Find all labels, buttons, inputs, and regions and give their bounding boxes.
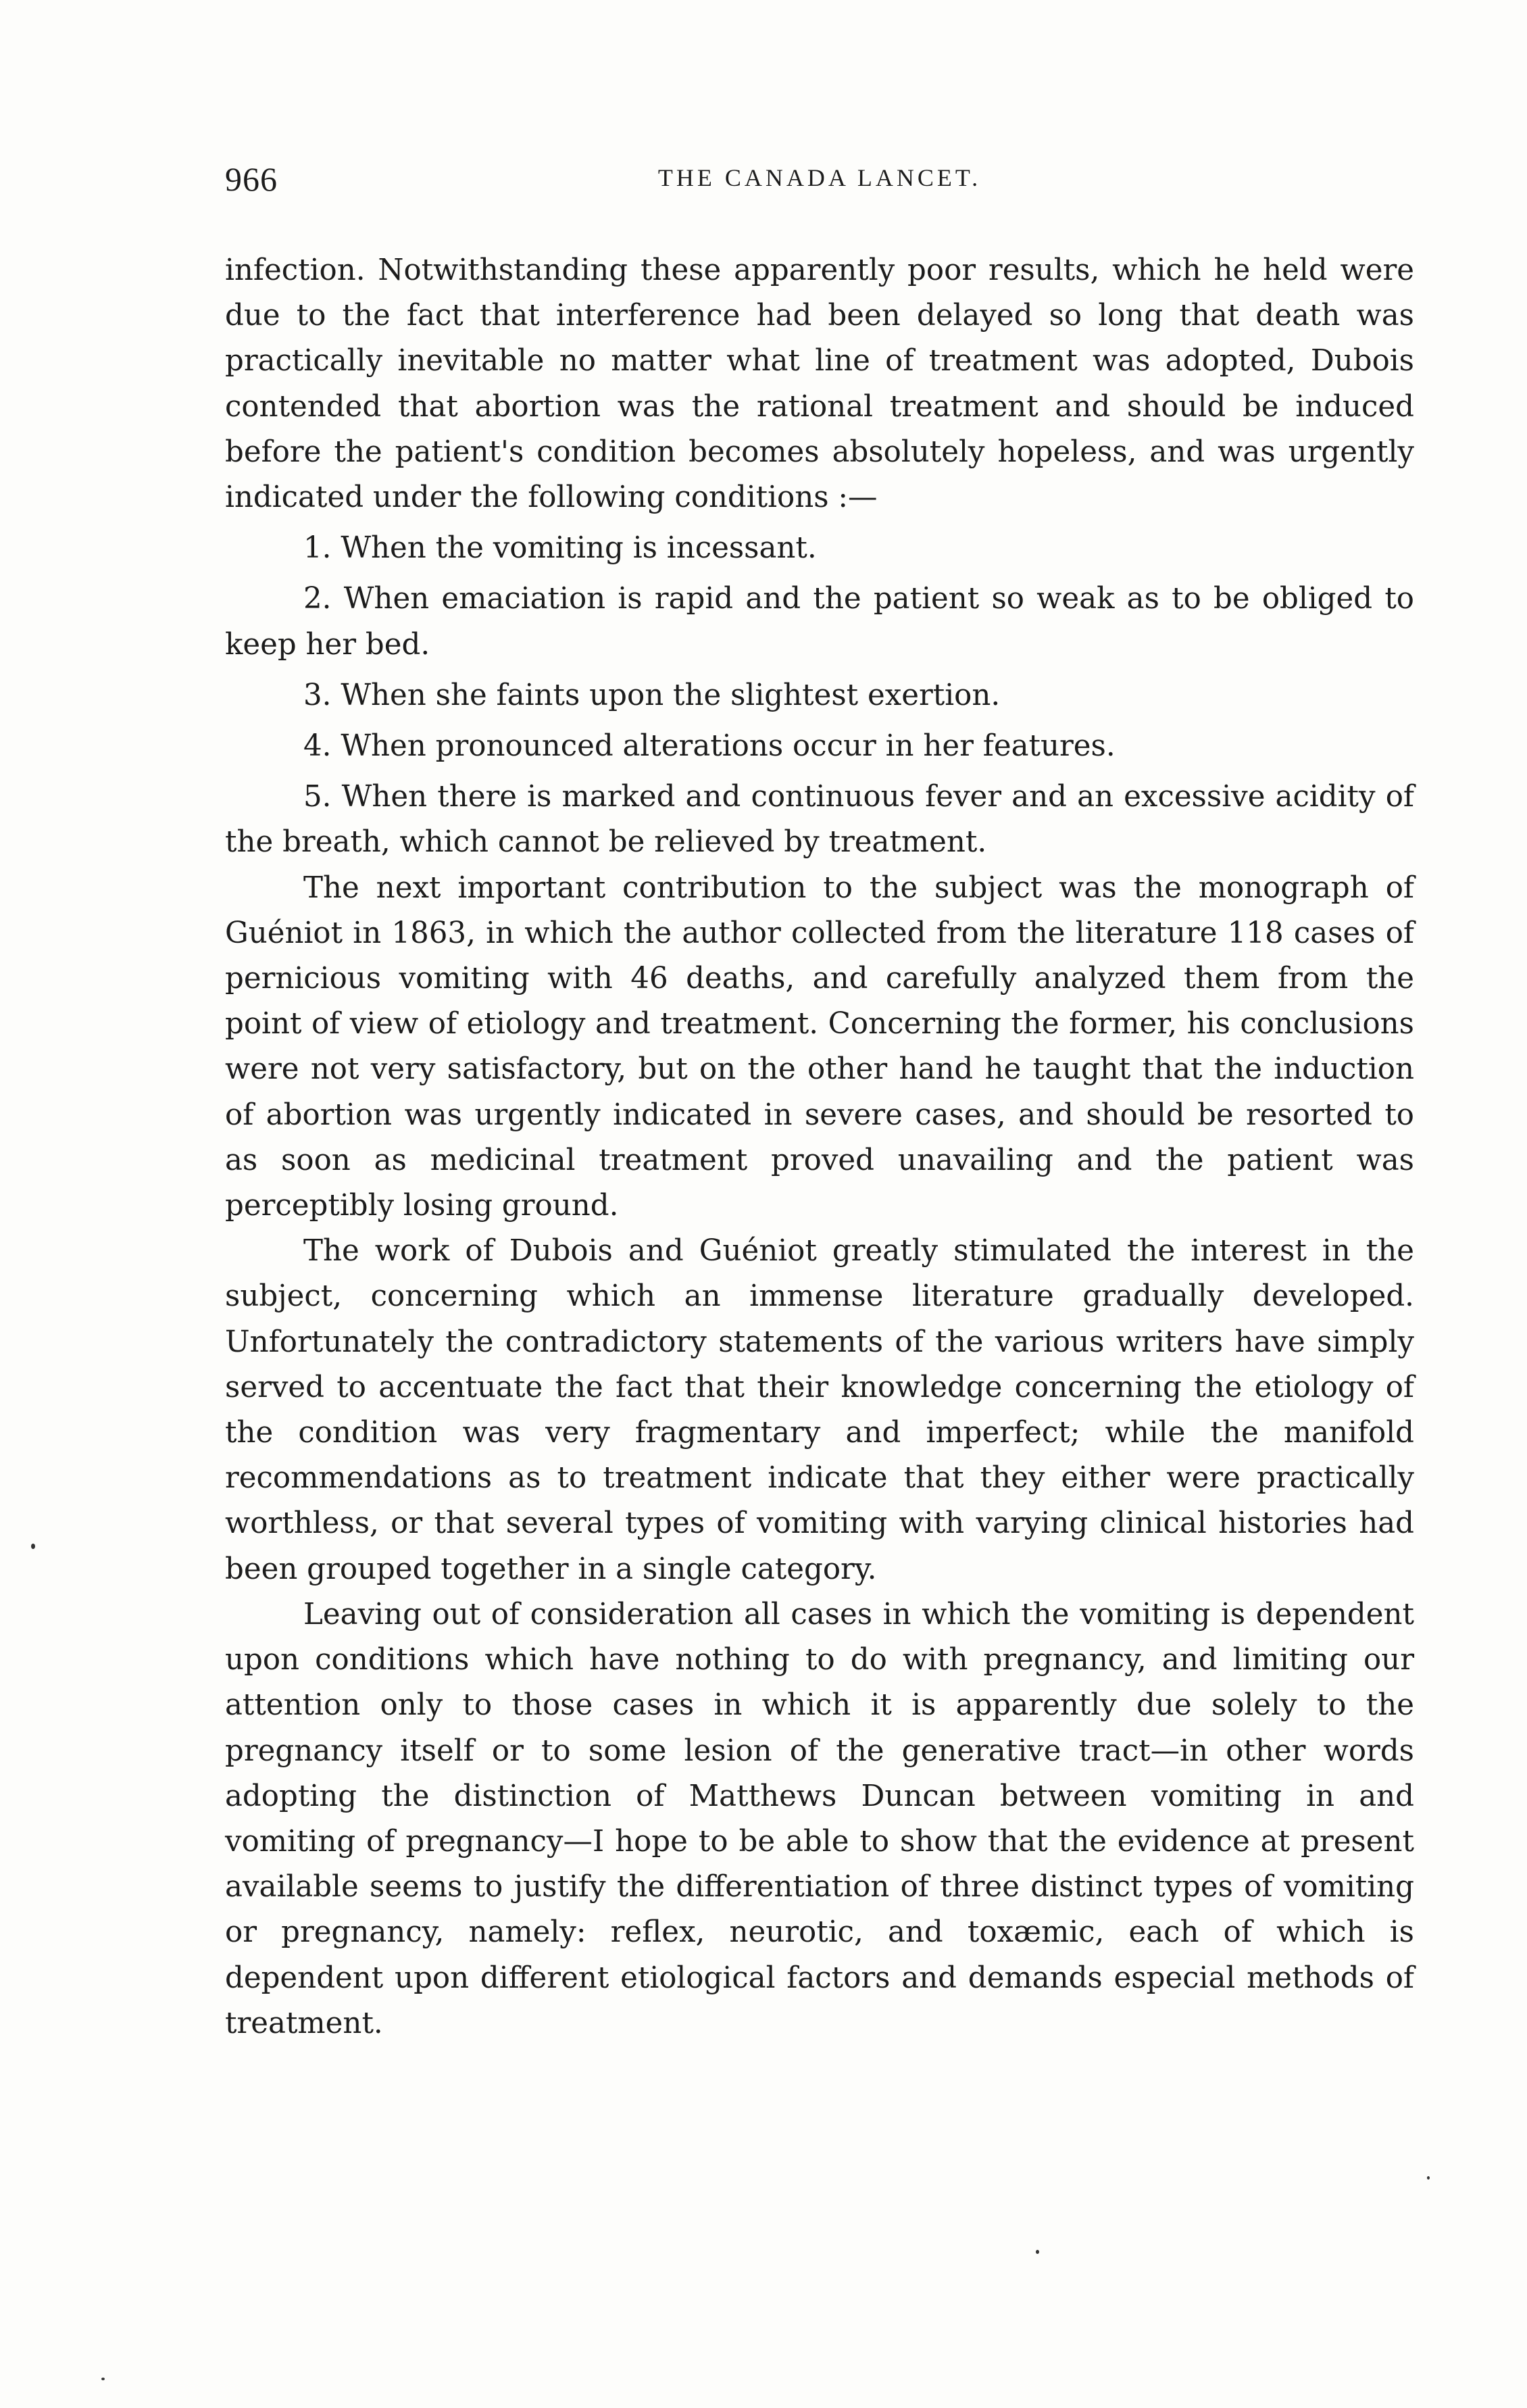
paragraph-dubois-conclusion: infection. Notwithstanding these apparently poor results, which he held were due to the fact that interference had been delayed so long that death was practically inevitable no matter what line of treatment was adopted, Dubois contended that abortion was the rational treatment and should be induced before the patient's condition becomes absolutely hopeless, and was urgently indicated under the following conditions :—	[225, 253, 1414, 515]
page-number: 966	[225, 160, 278, 198]
condition-item-2: 2. When emaciation is rapid and the patient so weak as to be obliged to keep her bed.	[225, 582, 1414, 662]
running-head: THE CANADA LANCET.	[657, 164, 982, 191]
body-text	[225, 248, 1414, 2046]
print-speck	[1036, 2250, 1039, 2254]
condition-item-1: 1. When the vomiting is incessant.	[303, 531, 817, 566]
print-speck	[1427, 2176, 1430, 2180]
condition-item-5: 5. When there is marked and continuous fever and an excessive acidity of the breath, which cannot be relieved by treatment.	[225, 780, 1414, 860]
condition-item-4: 4. When pronounced alterations occur in her features.	[303, 729, 1116, 764]
print-speck	[101, 2378, 105, 2380]
print-speck	[31, 1544, 35, 1549]
page-header	[225, 159, 1414, 207]
paragraph-three-types: Leaving out of consideration all cases in which the vomiting is dependent upon conditions which have nothing to do with pregnancy, and limiting our attention only to those cases in which it is apparently due solely to the pregnancy itself or to some lesion of the generative tract—in other words adopting the distinction of Matthews Duncan between vomiting in and vomiting of pregnancy—I hope to be able to show that the evidence at present available seems to justify the differentiation of three distinct types of vomiting or pregnancy, namely: reflex, neurotic, and toxæmic, each of which is dependent upon different etiological factors and demands especial methods of treatment.	[225, 1597, 1414, 2040]
paragraph-gueniot-monograph: The next important contribution to the subject was the monograph of Guéniot in 1863, in which the author collected from the literature 118 cases of pernicious vomiting with 46 deaths, and carefully analyzed them from the point of view of etiology and treatment. Concerning the former, his conclusions were not very satisfactory, but on the other hand he taught that the induction of abortion was urgently indicated in severe cases, and should be resorted to as soon as medicinal treatment proved unavailing and the patient was perceptibly losing ground.	[225, 870, 1414, 1223]
paragraph-literature: The work of Dubois and Guéniot greatly stimulated the interest in the subject, concerning which an immense literature gradually developed. Unfortunately the contradictory statements of the various writers have simply served to accentuate the fact that their knowledge concerning the etiology of the condition was very fragmentary and imperfect; while the manifold recommendations as to treatment indicate that they either were practically worthless, or that several types of vomiting with varying clinical histories had been grouped together in a single category.	[225, 1234, 1414, 1586]
condition-item-3: 3. When she faints upon the slightest exertion.	[303, 678, 1001, 712]
